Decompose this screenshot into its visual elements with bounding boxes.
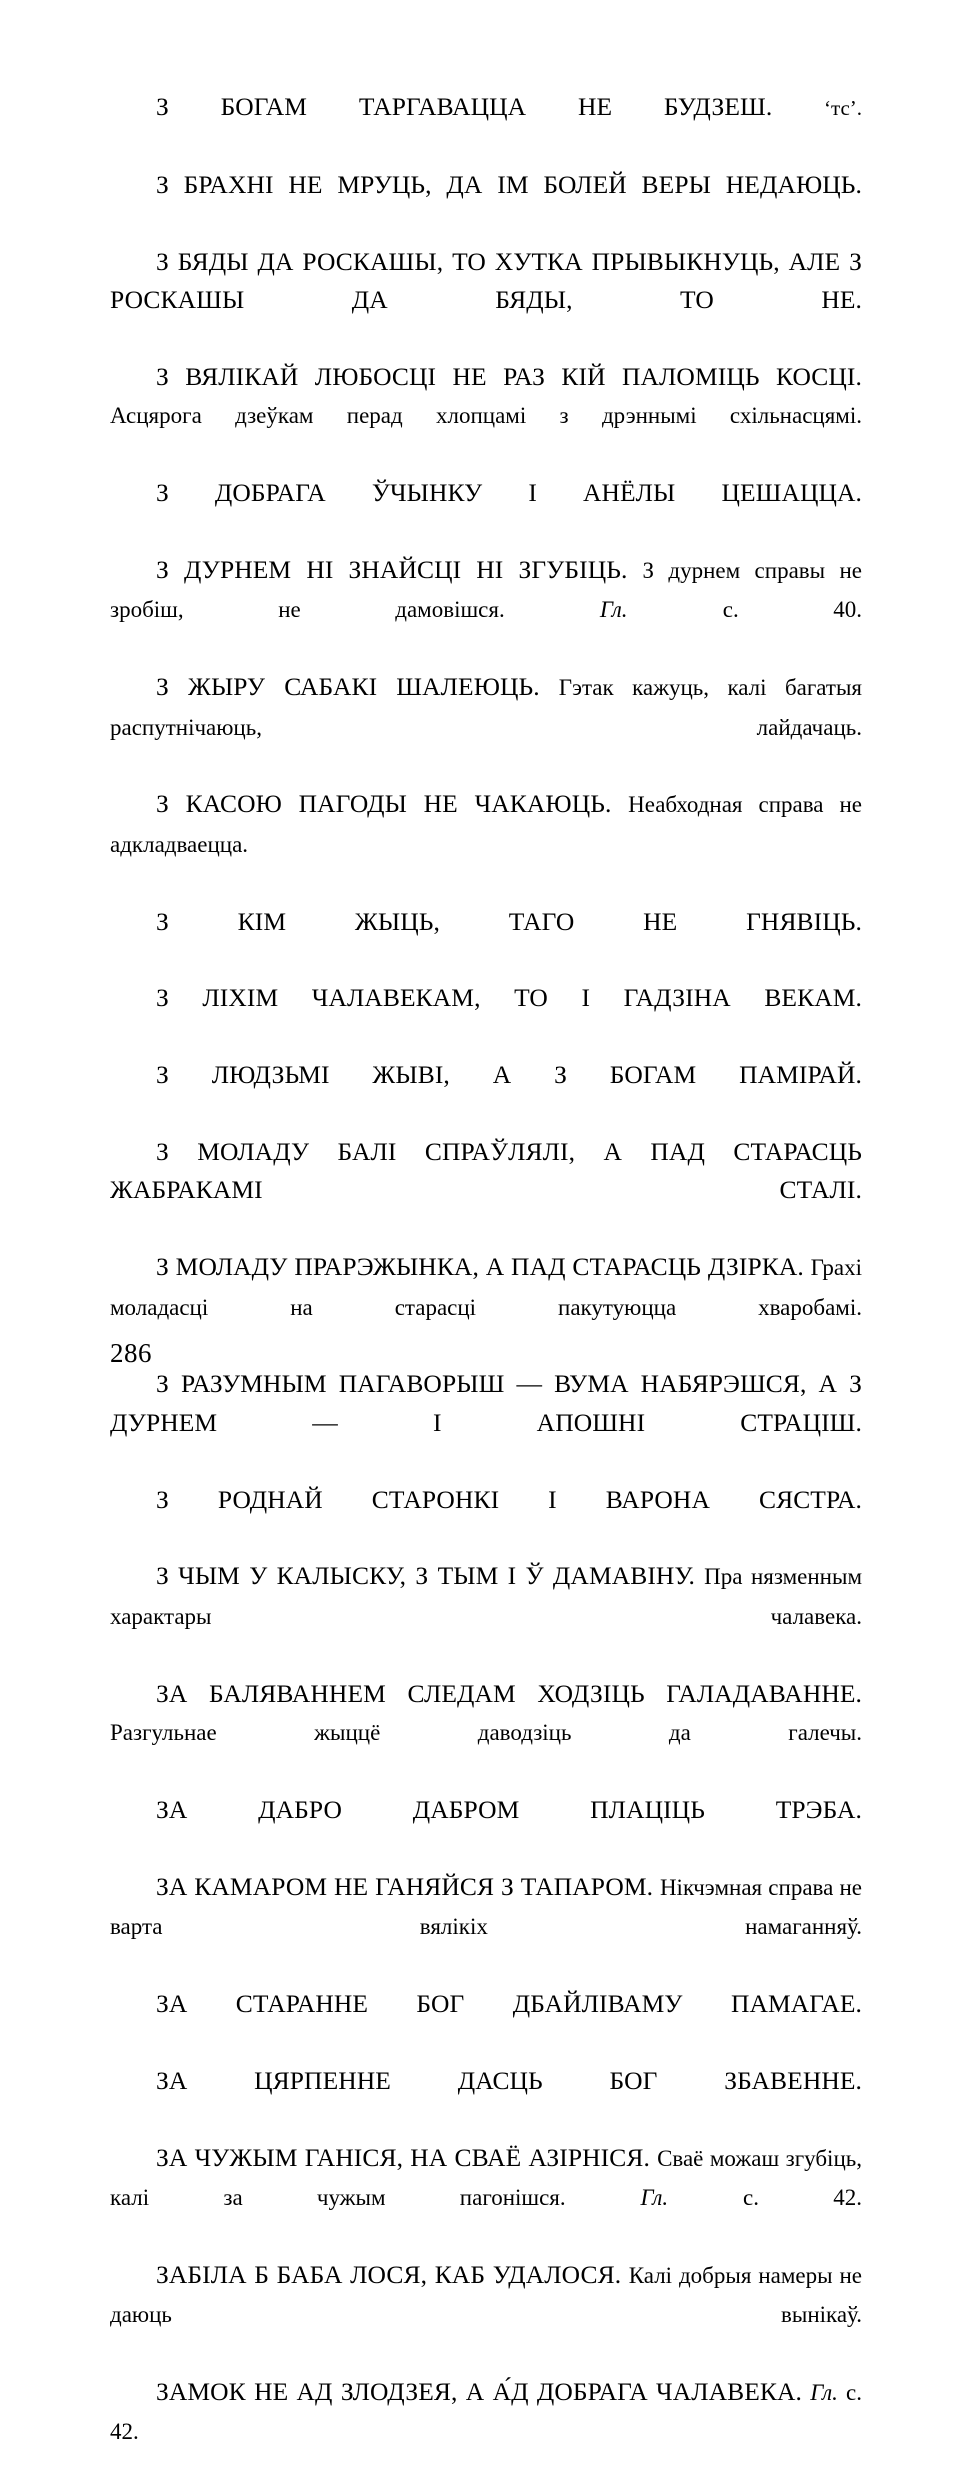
entry-headword: З ДУРНЕМ НІ ЗНАЙСЦІ НІ ЗГУБІЦЬ. bbox=[156, 554, 628, 584]
dictionary-entry bbox=[110, 2373, 862, 2490]
entry-headword: З БОГАМ ТАРГАВАЦЦА НЕ БУДЗЕШ. bbox=[156, 92, 773, 121]
dictionary-entry bbox=[110, 979, 862, 1056]
entry-headword: З ДОБРАГА ЎЧЫНКУ І АНЁЛЫ ЦЕШАЦЦА. bbox=[156, 478, 862, 508]
entry-headword: ЗА БАЛЯВАННЕМ СЛЕДАМ ХОДЗІЦЬ ГАЛАДАВАННЕ. bbox=[156, 1678, 862, 1708]
dictionary-entry bbox=[110, 903, 862, 980]
dictionary-entry bbox=[110, 88, 862, 166]
dictionary-entry bbox=[110, 358, 862, 474]
entry-headword: З БЯДЫ ДА РОСКАШЫ, ТО ХУТКА ПРЫВЫКНУЦЬ, АЛЕ З РОСКАШЫ ДА БЯДЫ, ТО НЕ. bbox=[110, 246, 862, 315]
entry-reference-abbrev: Гл. bbox=[810, 2379, 838, 2405]
entry-headword: З ЧЫМ У КАЛЫСКУ, З ТЫМ І Ў ДАМАВІНУ. bbox=[156, 1561, 695, 1591]
entry-reference-page: с. 42. bbox=[743, 2184, 862, 2210]
dictionary-entry bbox=[110, 1675, 862, 1791]
entry-headword: З ВЯЛІКАЙ ЛЮБОСЦІ НЕ РАЗ КІЙ ПАЛОМІЦЬ КОСЦІ. bbox=[156, 361, 862, 391]
dictionary-entry bbox=[110, 1481, 862, 1558]
entry-gloss: З дурнем справы не зробіш, не дамовішся. bbox=[110, 557, 862, 623]
dictionary-entry bbox=[110, 1791, 862, 1868]
dictionary-entry bbox=[110, 243, 862, 358]
dictionary-entry bbox=[110, 1557, 862, 1674]
dictionary-entry bbox=[110, 2062, 862, 2139]
entry-headword: ЗА СТАРАННЕ БОГ ДБАЙЛІВАМУ ПАМАГАЕ. bbox=[156, 1988, 862, 2018]
dictionary-entry bbox=[110, 1868, 862, 1985]
entry-headword: З БРАХНІ НЕ МРУЦЬ, ДА ІМ БОЛЕЙ ВЕРЫ НЕДАЮЦЬ. bbox=[156, 169, 862, 199]
dictionary-entry bbox=[110, 474, 862, 551]
dictionary-entry bbox=[110, 551, 862, 668]
entry-headword: З РАЗУМНЫМ ПАГАВОРЫШ — ВУМА НАБЯРЭШСЯ, А З ДУРНЕМ — І АПОШНІ СТРАЦІШ. bbox=[110, 1369, 862, 1437]
page-number: 286 bbox=[110, 1338, 152, 1368]
entry-headword: З КІМ ЖЫЦЬ, ТАГО НЕ ГНЯВІЦЬ. bbox=[156, 906, 862, 936]
entry-headword: ЗА КАМАРОМ НЕ ГАНЯЙСЯ З ТАПАРОМ. bbox=[156, 1871, 654, 1901]
dictionary-entry bbox=[110, 1133, 862, 1248]
entry-headword: ЗА ДАБРО ДАБРОМ ПЛАЦІЦЬ ТРЭБА. bbox=[156, 1794, 862, 1824]
entry-headword: З ЛЮДЗЬМІ ЖЫВІ, А З БОГАМ ПАМІРАЙ. bbox=[156, 1060, 862, 1090]
dictionary-entry bbox=[110, 2139, 862, 2256]
dictionary-entry bbox=[110, 2256, 862, 2373]
entry-headword: ЗАМОК НЕ АД ЗЛОДЗЕЯ, А А́Д ДОБРАГА ЧАЛАВЕКА. bbox=[156, 2376, 803, 2406]
entry-headword: З РОДНАЙ СТАРОНКІ І ВАРОНА СЯСТРА. bbox=[156, 1484, 862, 1514]
entry-quoted-form: ‘тс’. bbox=[824, 96, 863, 120]
dictionary-entry bbox=[110, 166, 862, 243]
entry-headword: ЗА ЧУЖЫМ ГАНІСЯ, НА СВАЁ АЗІРНІСЯ. bbox=[156, 2142, 650, 2172]
entry-headword: ЗАБІЛА Б БАБА ЛОСЯ, КАБ УДАЛОСЯ. bbox=[156, 2259, 622, 2289]
entry-gloss: Асцярога дзеўкам перад хлопцамі з дрэннымі схільнасцямі. bbox=[110, 403, 862, 429]
entry-headword: З КАСОЮ ПАГОДЫ НЕ ЧАКАЮЦЬ. bbox=[156, 789, 612, 819]
entry-gloss: Пра нязменным характары чалавека. bbox=[110, 1564, 862, 1629]
entry-reference-page: с. 40. bbox=[722, 597, 863, 623]
entry-reference-page: с. 42. bbox=[110, 2379, 862, 2445]
dictionary-entry bbox=[110, 785, 862, 902]
entry-gloss: Разгульнае жыццё даводзіць да галечы. bbox=[110, 1720, 862, 1746]
entry-headword: З МОЛАДУ ПРАРЭЖЫНКА, А ПАД СТАРАСЦЬ ДЗІРКА. bbox=[156, 1252, 804, 1282]
entry-gloss: Сваё можаш згубіць, калі за чужым пагонішся. bbox=[110, 2145, 862, 2210]
entry-headword: ЗА ЦЯРПЕННЕ ДАСЦЬ БОГ ЗБАВЕННЕ. bbox=[156, 2065, 862, 2095]
entry-gloss: Неабходная справа не адкладваецца. bbox=[110, 792, 863, 857]
entries-container bbox=[110, 88, 862, 2490]
entry-headword: З МОЛАДУ БАЛІ СПРАЎЛЯЛІ, А ПАД СТАРАСЦЬ ЖАБРАКАМІ СТАЛІ. bbox=[110, 1136, 862, 1205]
entry-headword: З ЖЫРУ САБАКІ ШАЛЕЮЦЬ. bbox=[156, 672, 540, 702]
dictionary-entry bbox=[110, 1248, 863, 1368]
entry-reference-abbrev: Гл. bbox=[599, 597, 628, 623]
dictionary-entry bbox=[110, 1985, 862, 2062]
dictionary-entry bbox=[110, 1056, 862, 1133]
entry-gloss: Грахі моладасці на старасці пакутуюцца хваробамі. bbox=[110, 1255, 863, 1320]
entry-reference-abbrev: Гл. bbox=[640, 2184, 669, 2210]
entry-gloss: Нікчэмная справа не варта вялікіх намаганняў. bbox=[110, 1874, 863, 1940]
dictionary-entry bbox=[110, 668, 862, 785]
entry-gloss: Гэтак кажуць, калі багатыя распутнічаюць, лайдачаць. bbox=[110, 675, 862, 740]
dictionary-entry bbox=[110, 1365, 862, 1480]
entry-gloss: Калі добрыя намеры не даюць вынікаў. bbox=[110, 2262, 862, 2328]
entry-headword: З ЛІХІМ ЧАЛАВЕКАМ, ТО І ГАДЗІНА ВЕКАМ. bbox=[156, 983, 862, 1013]
